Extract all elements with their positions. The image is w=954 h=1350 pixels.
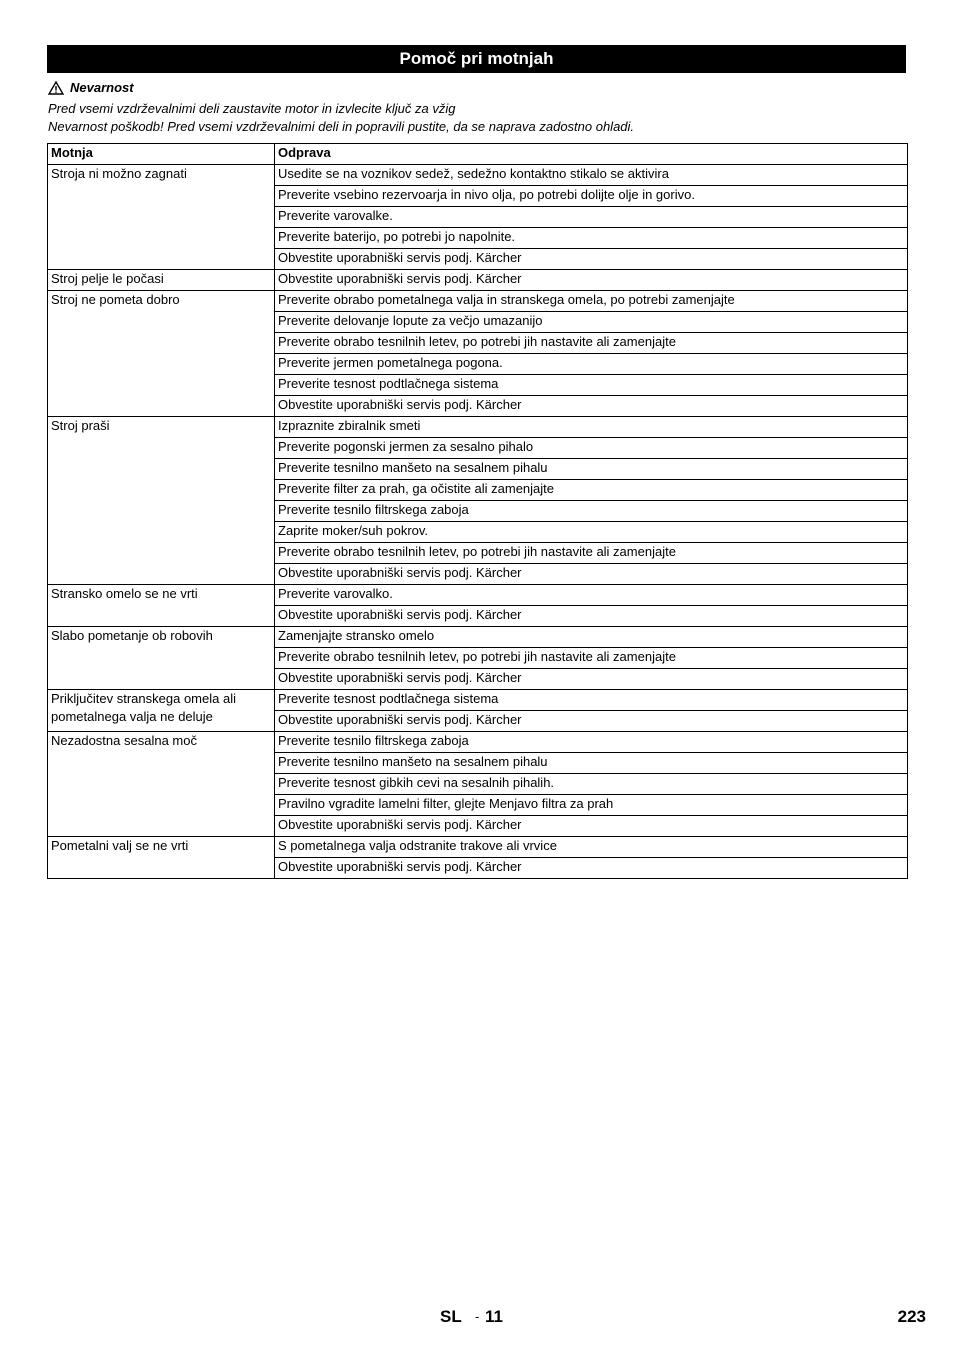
remedy-cell: Preverite vsebino rezervoarja in nivo olja, po potrebi dolijte olje in gorivo. (275, 186, 908, 207)
remedy-cell: Preverite tesnilo filtrskega zaboja (275, 501, 908, 522)
warning-heading (48, 80, 134, 95)
footer-language: SL (440, 1307, 462, 1326)
remedy-cell: Preverite varovalke. (275, 207, 908, 228)
fault-cell: Stroj ne pometa dobro (48, 291, 275, 417)
footer-page-number: 223 (897, 1307, 926, 1326)
warning-label: Nevarnost (70, 80, 134, 95)
column-header-fault: Motnja (48, 144, 275, 165)
troubleshooting-table (47, 143, 908, 879)
fault-cell: Nezadostna sesalna moč (48, 732, 275, 837)
table-row (48, 690, 908, 711)
fault-cell: Priključitev stranskega omela ali pometalnega valja ne deluje (48, 690, 275, 732)
warning-text-2: Nevarnost poškodb! Pred vsemi vzdrževalnimi deli in popravili pustite, da se naprava zadostno ohladi. (48, 119, 635, 134)
warning-text-1: Pred vsemi vzdrževalnimi deli zaustavite motor in izvlecite ključ za vžig (48, 101, 456, 116)
remedy-cell: Obvestite uporabniški servis podj. Kärcher (275, 249, 908, 270)
remedy-cell: Izpraznite zbiralnik smeti (275, 417, 908, 438)
remedy-cell: Preverite obrabo pometalnega valja in stranskega omela, po potrebi zamenjajte (275, 291, 908, 312)
fault-cell: Stransko omelo se ne vrti (48, 585, 275, 627)
remedy-cell: Obvestite uporabniški servis podj. Kärcher (275, 711, 908, 732)
remedy-cell: Preverite jermen pometalnega pogona. (275, 354, 908, 375)
table-row (48, 165, 908, 186)
remedy-cell: Preverite tesnost podtlačnega sistema (275, 375, 908, 396)
remedy-cell: Preverite baterijo, po potrebi jo napolnite. (275, 228, 908, 249)
page-title: Pomoč pri motnjah (47, 45, 906, 73)
remedy-cell: Obvestite uporabniški servis podj. Kärcher (275, 816, 908, 837)
remedy-cell: Obvestite uporabniški servis podj. Kärcher (275, 606, 908, 627)
remedy-cell: Obvestite uporabniški servis podj. Kärcher (275, 669, 908, 690)
remedy-cell: Zamenjajte stransko omelo (275, 627, 908, 648)
remedy-cell: Obvestite uporabniški servis podj. Kärcher (275, 270, 908, 291)
footer-dash: - (475, 1309, 480, 1324)
table-header-row (48, 144, 908, 165)
remedy-cell: Preverite pogonski jermen za sesalno pihalo (275, 438, 908, 459)
fault-cell: Stroja ni možno zagnati (48, 165, 275, 270)
fault-cell: Stroj praši (48, 417, 275, 585)
remedy-cell: Preverite filter za prah, ga očistite ali zamenjajte (275, 480, 908, 501)
table-row (48, 732, 908, 753)
remedy-cell: S pometalnega valja odstranite trakove ali vrvice (275, 837, 908, 858)
table-row (48, 417, 908, 438)
remedy-cell: Preverite varovalko. (275, 585, 908, 606)
remedy-cell: Preverite tesnilo filtrskega zaboja (275, 732, 908, 753)
remedy-cell: Preverite tesnost gibkih cevi na sesalnih pihalih. (275, 774, 908, 795)
remedy-cell: Preverite obrabo tesnilnih letev, po potrebi jih nastavite ali zamenjajte (275, 333, 908, 354)
fault-cell: Slabo pometanje ob robovih (48, 627, 275, 690)
fault-cell: Pometalni valj se ne vrti (48, 837, 275, 879)
remedy-cell: Preverite obrabo tesnilnih letev, po potrebi jih nastavite ali zamenjajte (275, 648, 908, 669)
table-body (48, 165, 908, 879)
remedy-cell: Obvestite uporabniški servis podj. Kärcher (275, 564, 908, 585)
column-header-remedy: Odprava (275, 144, 908, 165)
table-row (48, 291, 908, 312)
remedy-cell: Usedite se na voznikov sedež, sedežno kontaktno stikalo se aktivira (275, 165, 908, 186)
remedy-cell: Preverite obrabo tesnilnih letev, po potrebi jih nastavite ali zamenjajte (275, 543, 908, 564)
table-row (48, 585, 908, 606)
footer-section-page: 11 (485, 1307, 503, 1326)
remedy-cell: Preverite tesnilno manšeto na sesalnem pihalu (275, 459, 908, 480)
table-row (48, 837, 908, 858)
warning-triangle-icon (48, 81, 64, 95)
remedy-cell: Pravilno vgradite lamelni filter, glejte Menjavo filtra za prah (275, 795, 908, 816)
remedy-cell: Obvestite uporabniški servis podj. Kärcher (275, 858, 908, 879)
table-row (48, 627, 908, 648)
table-row (48, 270, 908, 291)
remedy-cell: Preverite tesnost podtlačnega sistema (275, 690, 908, 711)
fault-cell: Stroj pelje le počasi (48, 270, 275, 291)
remedy-cell: Preverite tesnilno manšeto na sesalnem pihalu (275, 753, 908, 774)
remedy-cell: Obvestite uporabniški servis podj. Kärcher (275, 396, 908, 417)
remedy-cell: Zaprite moker/suh pokrov. (275, 522, 908, 543)
remedy-cell: Preverite delovanje lopute za večjo umazanijo (275, 312, 908, 333)
